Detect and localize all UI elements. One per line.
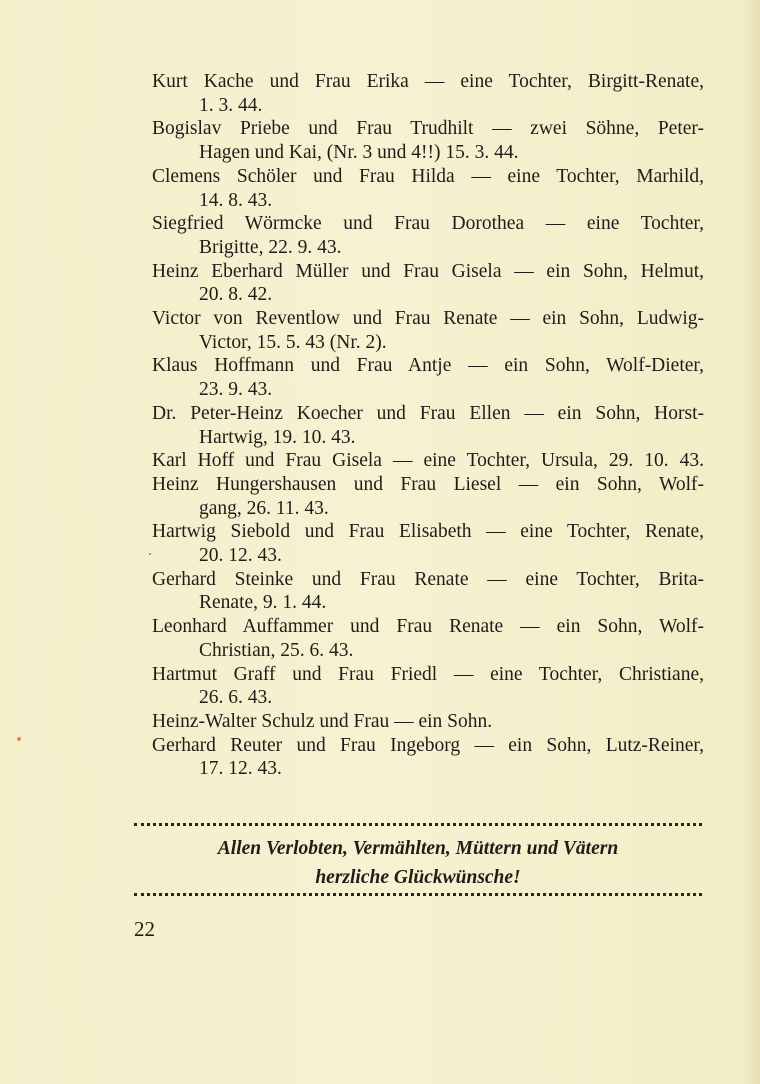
entry-continuation: 20. 12. 43. <box>199 545 282 567</box>
entry-continuation: 14. 8. 43. <box>199 189 273 211</box>
entry-line: Kurt Kache und Frau Erika — eine Tochter, Birgitt-Renate, <box>152 71 704 92</box>
entry-continuation: 26. 6. 43. <box>199 687 273 709</box>
entry-line: Dr. Peter-Heinz Koecher und Frau Ellen — ein Sohn, Horst- <box>152 402 704 424</box>
list-item <box>152 212 704 259</box>
entry-continuation: Renate, 9. 1. 44. <box>199 592 327 614</box>
entry-continuation: Brigitte, 22. 9. 43. <box>199 236 342 258</box>
entry-line: Hartwig Siebold und Frau Elisabeth — eine Tochter, Renate, <box>152 521 704 543</box>
entry-line: Siegfried Wörmcke und Frau Dorothea — eine Tochter, <box>152 213 704 235</box>
entry-continuation: Victor, 15. 5. 43 (Nr. 2). <box>199 331 387 353</box>
list-item <box>152 520 704 567</box>
list-item <box>152 402 704 449</box>
entry-continuation: 23. 9. 43. <box>199 379 273 401</box>
page-number: 22 <box>134 917 155 941</box>
dotted-divider-top <box>134 823 702 826</box>
closing-line-1: Allen Verlobten, Vermählten, Müttern und Vätern <box>217 838 619 859</box>
entry-continuation: Hagen und Kai, (Nr. 3 und 4!!) 15. 3. 44. <box>199 142 519 164</box>
entry-line: Heinz Hungershausen und Frau Liesel — ein Sohn, Wolf- <box>152 473 704 495</box>
list-item <box>152 307 704 354</box>
list-item <box>152 710 704 734</box>
entry-continuation: 17. 12. 43. <box>199 758 282 780</box>
list-item <box>152 615 704 662</box>
entry-line: Klaus Hoffmann und Frau Antje — ein Sohn, Wolf-Dieter, <box>152 355 704 377</box>
list-item <box>152 473 704 520</box>
list-item <box>152 117 704 164</box>
entry-line: Clemens Schöler und Frau Hilda — eine Tochter, Marhild, <box>152 165 704 187</box>
list-item <box>152 663 704 710</box>
list-item <box>152 568 704 615</box>
entry-line: Leonhard Auffammer und Frau Renate — ein Sohn, Wolf- <box>152 616 704 638</box>
list-item <box>152 449 704 473</box>
list-item <box>152 165 704 212</box>
entry-line: Hartmut Graff und Frau Friedl — eine Tochter, Christiane, <box>152 663 704 685</box>
closing-line-2: herzliche Glückwünsche! <box>315 867 521 888</box>
paper-speck <box>149 553 151 555</box>
birth-announcements-list <box>152 70 704 781</box>
entry-continuation: 20. 8. 42. <box>199 284 273 306</box>
entry-line: Gerhard Steinke und Frau Renate — eine Tochter, Brita- <box>152 568 704 590</box>
list-item <box>152 734 704 781</box>
entry-continuation: Hartwig, 19. 10. 43. <box>199 426 356 448</box>
list-item <box>152 260 704 307</box>
list-item <box>152 354 704 401</box>
closing-greeting <box>134 834 702 892</box>
entry-continuation: 1. 3. 44. <box>199 94 263 116</box>
entry-line: Heinz-Walter Schulz und Frau — ein Sohn. <box>152 710 493 732</box>
entry-line: Victor von Reventlow und Frau Renate — ein Sohn, Ludwig- <box>152 308 704 330</box>
list-item <box>152 70 704 117</box>
entry-line: Heinz Eberhard Müller und Frau Gisela — ein Sohn, Helmut, <box>152 260 704 282</box>
paper-speck <box>17 737 21 741</box>
entry-line: Bogislav Priebe und Frau Trudhilt — zwei Söhne, Peter- <box>152 118 704 140</box>
entry-continuation: Christian, 25. 6. 43. <box>199 639 354 661</box>
page-edge-shadow <box>742 0 760 1084</box>
entry-line: Karl Hoff und Frau Gisela — eine Tochter, Ursula, 29. 10. 43. <box>152 450 704 472</box>
entry-continuation: gang, 26. 11. 43. <box>199 497 329 519</box>
entry-line: Gerhard Reuter und Frau Ingeborg — ein Sohn, Lutz-Reiner, <box>152 734 704 756</box>
dotted-divider-bottom <box>134 893 702 896</box>
